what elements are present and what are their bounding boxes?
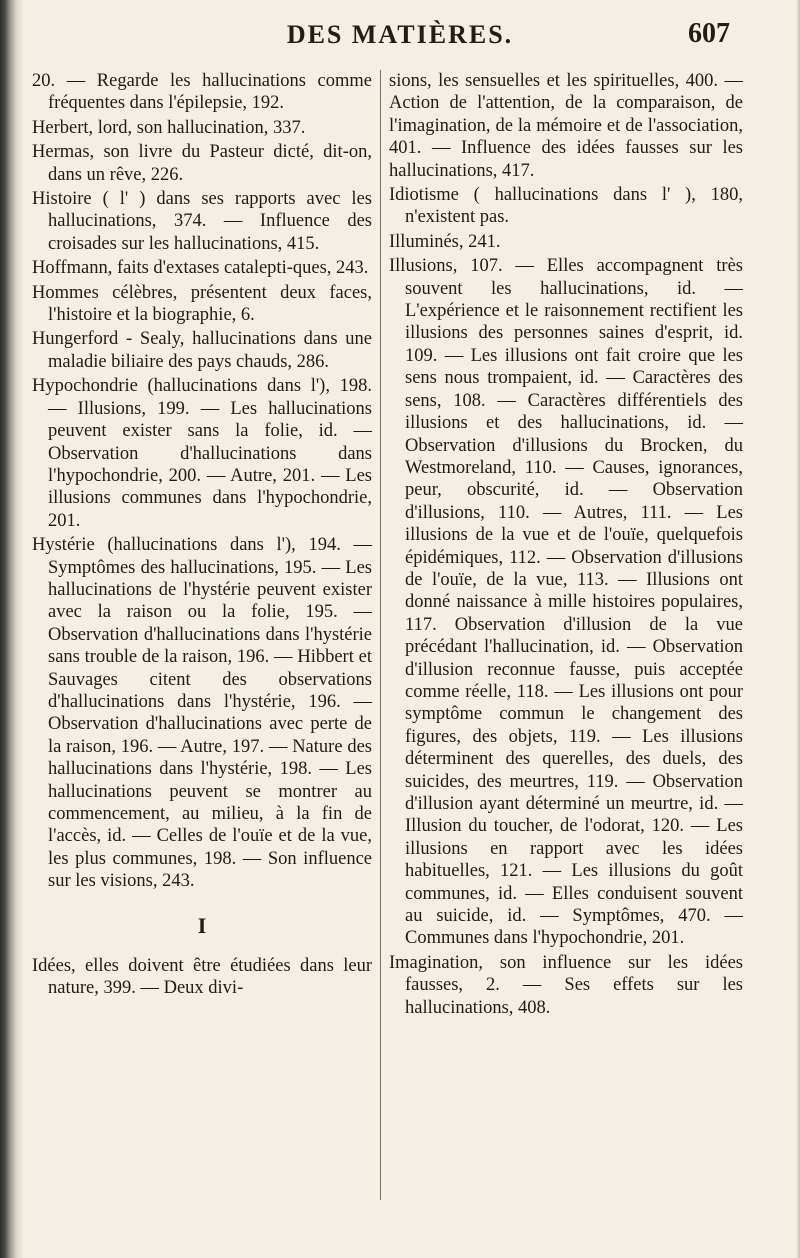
index-entry: Herbert, lord, son hallucination, 337. xyxy=(32,117,306,138)
binding-shadow xyxy=(0,0,24,1258)
page-number: 607 xyxy=(688,18,730,49)
index-entry-continuation: sions, les sensuelles et les spirituelles, 400. — Action de l'attention, de la comparaison, de l'imagination, de la mémoire et de l'association, 401. — Influence des idées fausses sur les hallucinations, 417. xyxy=(389,71,743,181)
index-entry: 20. — Regarde les hallucinations comme fréquentes dans l'épilepsie, 192. xyxy=(32,71,372,114)
index-entry: Hungerford - Sealy, hallucinations dans une maladie biliaire des pays chauds, 286. xyxy=(32,329,372,372)
letter-heading: I xyxy=(197,912,207,938)
running-title: DES MATIÈRES. xyxy=(286,20,514,49)
index-entry: Imagination, son influence sur les idées fausses, 2. — Ses effets sur les hallucinations, 408. xyxy=(389,952,743,1018)
left-column xyxy=(32,70,372,1002)
right-column xyxy=(389,70,743,1021)
column-divider xyxy=(380,70,381,1200)
index-entry: Idées, elles doivent être étudiées dans leur nature, 399. — Deux divi- xyxy=(32,956,372,999)
page-header xyxy=(0,18,800,58)
index-entry: Illuminés, 241. xyxy=(389,231,501,252)
index-entry: Idiotisme ( hallucinations dans l' ), 180, n'existent pas. xyxy=(389,185,743,228)
index-entry: Illusions, 107. — Elles accompagnent très souvent les hallucinations, id. — L'expérience et le raisonnement rectifient les illusions des personnes saines d'esprit, id. 109. — Les illusions ont fait croire que les sens nous trompaient, id. — Caractères des sens, 108. — Caractères différentiels des illusions et des hallucinations, id. — Observation d'illusions du Brocken, du Westmoreland, 110. — Causes, ignorances, peur, obscurité, id. — Observation d'illusions, 110. — Autres, 111. — Les illusions de la vue et de l'ouïe, quelquefois épidémiques, 112. — Observation d'illusions de l'ouïe, de la vue, 113. — Illusions ont donné naissance à mille histoires populaires, 117. Observation d'illusion de la vue précédant l'hallucination, id. — Observation d'illusion reconnue fausse, puis acceptée comme réelle, 118. — Les illusions ont pour symptôme commun le changement des figures, des objets, 119. — Les illusions déterminent des querelles, des duels, des suicides, des meurtres, 119. — Observation d'illusion ayant déterminé un meurtre, id. — Illusion du toucher, de l'odorat, 120. — Les illusions en rapport avec les idées habituelles, 121. — Les illusions du goût communes, id. — Elles conduisent souvent au suicide, id. — Symptômes, 470. — Communes dans l'hypochondrie, 201. xyxy=(389,256,743,949)
index-entry: Hypochondrie (hallucinations dans l'), 198. — Illusions, 199. — Les hallucinations peuvent exister sans la folie, id. — Observation d'hallucinations dans l'hypochondrie, 200. — Autre, 201. — Les illusions communes dans l'hypochondrie, 201. xyxy=(32,376,372,531)
index-entry: Histoire ( l' ) dans ses rapports avec les hallucinations, 374. — Influence des croisades sur les hallucinations, 415. xyxy=(32,189,372,254)
index-entry: Hoffmann, faits d'extases catalepti-ques, 243. xyxy=(32,258,369,279)
index-entry: Hermas, son livre du Pasteur dicté, dit-on, dans un rêve, 226. xyxy=(32,142,372,185)
page-edge xyxy=(796,0,800,1258)
index-entry: Hommes célèbres, présentent deux faces, l'histoire et la biographie, 6. xyxy=(32,282,372,326)
index-entry: Hystérie (hallucinations dans l'), 194. — Symptômes des hallucinations, 195. — Les hallucinations de l'hystérie peuvent exister avec la raison ou la folie, 195. — Observation d'hallucinations dans l'hystérie sans trouble de la raison, 196. — Hibbert et Sauvages citent des observations d'hallucinations dans l'hystérie, 196. — Observation d'hallucinations avec perte de la raison, 196. — Autre, 197. — Nature des hallucinations dans l'hystérie, 198. — Les hallucinations peuvent se montrer au commencement, au milieu, à la fin de l'accès, id. — Celles de l'ouïe et de la vue, les plus communes, 198. — Son influence sur les visions, 243. xyxy=(32,535,372,892)
